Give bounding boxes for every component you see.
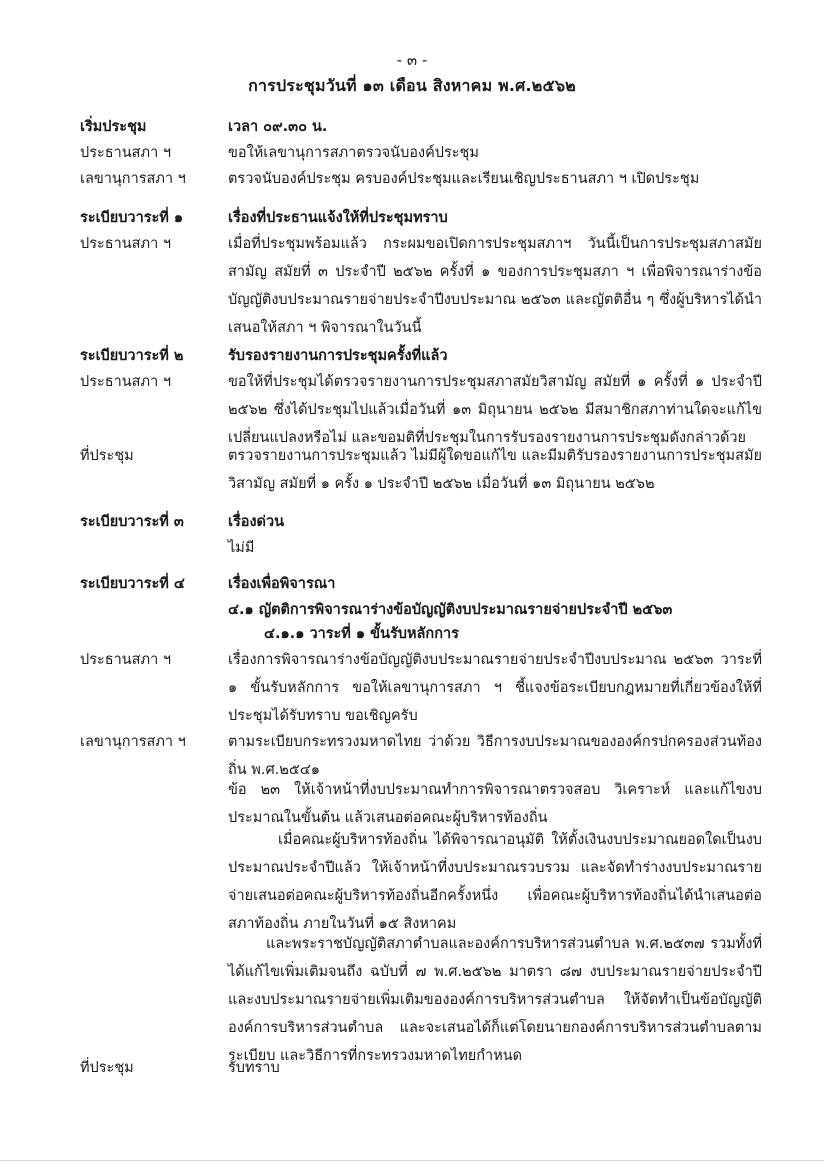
speaker-label: ประธานสภา ฯ [80, 374, 171, 390]
meeting-text: ตรวจรายงานการประชุมแล้ว ไม่มีผู้ใดขอแก้ไข และมีมติรับรองรายงานการประชุมสมัยวิสามัญ สมัยที่ ๑ ครั้ง ๑ ประจำปี ๒๕๖๒ เมื่อวันที่ ๑๓ มิถุนายน ๒๕๖๒ [228, 448, 762, 492]
speaker-label: เลขานุการสภา ฯ [80, 171, 186, 187]
page-edge-line [0, 1160, 824, 1161]
meeting-date-heading: การประชุมวันที่ ๑๓ เดือน สิงหาคม พ.ศ.๒๕๖๒ [248, 76, 576, 95]
meeting-text: รับทราบ [228, 1060, 280, 1076]
speaker-label: เลขานุการสภา ฯ [80, 734, 186, 750]
speaker-text: ตามระเบียบกระทรวงมหาดไทย ว่าด้วย วิธีการงบประมาณขององค์กรปกครองส่วนท้องถิ่น พ.ศ.๒๕๔๑ [228, 734, 762, 778]
agenda-label: ระเบียบวาระที่ ๓ [80, 514, 184, 530]
opening-time: เวลา ๐๙.๓๐ น. [228, 119, 328, 135]
speaker-text: ตรวจนับองค์ประชุม ครบองค์ประชุมและเรียนเชิญประธานสภา ฯ เปิดประชุม [228, 171, 700, 187]
subsection-title: ๔.๑ ญัตติการพิจารณาร่างข้อบัญญัติงบประมาณรายจ่ายประจำปี ๒๕๖๓ [228, 602, 673, 618]
agenda-text: ไม่มี [228, 540, 255, 556]
paragraph: ข้อ ๒๓ ให้เจ้าหน้าที่งบประมาณทำการพิจารณาตรวจสอบ วิเคราะห์ และแก้ไขงบประมาณในขั้นต้น แล้วเสนอต่อคณะผู้บริหารท้องถิ่น [228, 782, 762, 826]
agenda-title: รับรองรายงานการประชุมครั้งที่แล้ว [228, 348, 448, 364]
opening-label: เริ่มประชุม [80, 119, 147, 135]
page-number: - ๓ - [396, 51, 428, 69]
speaker-label: ประธานสภา ฯ [80, 236, 171, 252]
meeting-label: ที่ประชุม [80, 448, 134, 464]
agenda-title: เรื่องด่วน [228, 514, 285, 530]
agenda-label: ระเบียบวาระที่ ๔ [80, 576, 185, 592]
speaker-label: ประธานสภา ฯ [80, 145, 171, 161]
agenda-title: เรื่องเพื่อพิจารณา [228, 576, 336, 592]
meeting-label: ที่ประชุม [80, 1060, 134, 1076]
speaker-text: ขอให้เลขานุการสภาตรวจนับองค์ประชุม [228, 145, 479, 161]
speaker-text: ขอให้ที่ประชุมได้ตรวจรายงานการประชุมสภาสมัยวิสามัญ สมัยที่ ๑ ครั้งที่ ๑ ประจำปี ๒๕๖๒ ซึ่งได้ประชุมไปแล้วเมื่อวันที่ ๑๓ มิถุนายน ๒๕๖๒ มีสมาชิกสภาท่านใดจะแก้ไขเปลี่ยนแปลงหรือไม่ และขอมติที่ประชุมในการรับรองรายงานการประชุมดังกล่าวด้วย [228, 374, 762, 446]
speaker-text: เมื่อที่ประชุมพร้อมแล้ว กระผมขอเปิดการประชุมสภาฯ วันนี้เป็นการประชุมสภาสมัยสามัญ สมัยที่ ๓ ประจำปี ๒๕๖๒ ครั้งที่ ๑ ของการประชุมสภา ฯ เพื่อพิจารณาร่างข้อบัญญัติงบประมาณรายจ่ายประจำปีงบประมาณ ๒๕๖๓ และญัตติอื่น ๆ ซึ่งผู้บริหารได้นำเสนอให้สภา ฯ พิจารณาในวันนี้ [228, 236, 762, 336]
agenda-title: เรื่องที่ประธานแจ้งให้ที่ประชุมทราบ [228, 210, 448, 226]
agenda-label: ระเบียบวาระที่ ๑ [80, 210, 184, 226]
speaker-label: ประธานสภา ฯ [80, 652, 171, 668]
paragraph: เมื่อคณะผู้บริหารท้องถิ่น ได้พิจารณาอนุมัติ ให้ตั้งเงินงบประมาณยอดใดเป็นงบประมาณประจำปีแล้ว ให้เจ้าหน้าที่งบประมาณรวบรวม และจัดทำร่างงบประมาณรายจ่ายเสนอต่อคณะผู้บริหารท้องถิ่นอีกครั้งหนึ่ง เพื่อคณะผู้บริหารท้องถิ่นได้นำเสนอต่อสภาท้องถิ่น ภายในวันที่ ๑๕ สิงหาคม [228, 832, 762, 932]
subsection-title: ๔.๑.๑ วาระที่ ๑ ขั้นรับหลักการ [264, 626, 459, 642]
paragraph: และพระราชบัญญัติสภาตำบลและองค์การบริหารส่วนตำบล พ.ศ.๒๕๓๗ รวมทั้งที่ได้แก้ไขเพิ่มเติมจนถึง ฉบับที่ ๗ พ.ศ.๒๕๖๒ มาตรา ๘๗ งบประมาณรายจ่ายประจำปี และงบประมาณรายจ่ายเพิ่มเติมขององค์การบริหารส่วนตำบล ให้จัดทำเป็นข้อบัญญัติองค์การบริหารส่วนตำบล และจะเสนอได้ก็แต่โดยนายกองค์การบริหารส่วนตำบลตามระเบียบ และวิธีการที่กระทรวงมหาดไทยกำหนด [228, 936, 762, 1064]
agenda-label: ระเบียบวาระที่ ๒ [80, 348, 184, 364]
speaker-text: เรื่องการพิจารณาร่างข้อบัญญัติงบประมาณรายจ่ายประจำปีงบประมาณ ๒๕๖๓ วาระที่ ๑ ขั้นรับหลักการ ขอให้เลขานุการสภา ฯ ชี้แจงข้อระเบียบกฎหมายที่เกี่ยวข้องให้ที่ประชุมได้รับทราบ ขอเชิญครับ [228, 652, 762, 724]
